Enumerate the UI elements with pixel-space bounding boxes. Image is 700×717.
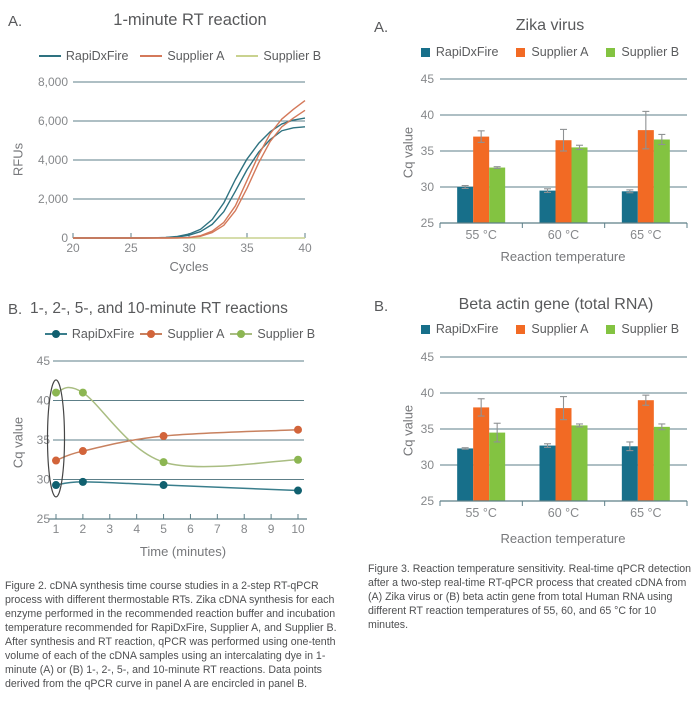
fig3a-y-axis-label: Cq value bbox=[400, 126, 416, 179]
svg-text:4: 4 bbox=[133, 522, 141, 536]
square-swatch-rapidxfire bbox=[421, 48, 430, 57]
svg-text:30: 30 bbox=[182, 241, 196, 255]
svg-text:6: 6 bbox=[187, 522, 194, 536]
dot-icon bbox=[237, 330, 245, 338]
legend-item bbox=[421, 322, 499, 336]
legend-label: Supplier B bbox=[257, 327, 316, 341]
time-course-chart bbox=[0, 346, 350, 541]
svg-text:6,000: 6,000 bbox=[37, 114, 68, 128]
legend-item bbox=[516, 322, 588, 336]
svg-text:3: 3 bbox=[106, 522, 114, 536]
fig3b-x-axis-label: Reaction temperature bbox=[500, 531, 626, 546]
svg-text:0: 0 bbox=[61, 231, 68, 245]
svg-text:40: 40 bbox=[420, 108, 434, 122]
legend-item bbox=[421, 45, 499, 59]
svg-text:45: 45 bbox=[36, 354, 50, 368]
fig2a-y-axis-label: RFUs bbox=[10, 142, 26, 177]
square-swatch-supplier-b bbox=[606, 48, 615, 57]
figure2-caption: Figure 2. cDNA synthesis time course studies in a 2-step RT-qPCR process with different thermostable RTs. Zika cDNA synthesis for each enzyme performed in the recommended reaction buffer and incubation temperature recommended for RapiDxFire, Supplier A, and Supplier B. After synthesis and RT reaction, qPCR was performed using one-tenth volume of each of the cDNA samples using an intercalating dye in 1-minute (A) or (B) 1-, 2-, 5-, and 10-minute RT reactions. Data points derived from the qPCR curve in panel A are encircled in panel B. bbox=[5, 580, 337, 690]
dot-icon bbox=[52, 330, 60, 338]
legend-label: Supplier A bbox=[167, 49, 225, 63]
legend-item bbox=[606, 322, 679, 336]
square-swatch-supplier-a bbox=[516, 325, 525, 334]
fig2b-x-axis-label: Time (minutes) bbox=[139, 544, 227, 559]
legend-label: Supplier A bbox=[531, 322, 589, 336]
legend-item bbox=[516, 45, 588, 59]
line-swatch-rapidxfire bbox=[39, 55, 61, 57]
svg-text:2,000: 2,000 bbox=[37, 192, 68, 206]
fig2a-legend bbox=[20, 49, 340, 63]
svg-text:35: 35 bbox=[420, 422, 434, 436]
svg-text:45: 45 bbox=[420, 72, 434, 86]
legend-label: Supplier A bbox=[167, 327, 225, 341]
square-swatch-supplier-a bbox=[516, 48, 525, 57]
fig3b-panel-letter: B. bbox=[374, 298, 389, 315]
svg-text:2: 2 bbox=[79, 522, 87, 536]
legend-label: Supplier A bbox=[531, 45, 589, 59]
legend-label: RapiDxFire bbox=[435, 45, 499, 59]
fig3b-y-axis-label: Cq value bbox=[400, 404, 416, 457]
legend-label: RapiDxFire bbox=[435, 322, 499, 336]
legend-item bbox=[45, 327, 135, 341]
svg-text:30: 30 bbox=[420, 458, 434, 472]
fig3a-x-axis-label: Reaction temperature bbox=[500, 249, 626, 264]
svg-text:60 °C: 60 °C bbox=[547, 228, 580, 242]
line-dot-swatch-supplier-b bbox=[230, 333, 252, 335]
svg-text:65 °C: 65 °C bbox=[630, 228, 662, 242]
amplification-chart bbox=[0, 66, 350, 261]
figure3-caption: Figure 3. Reaction temperature sensitivity. Real-time qPCR detection after a two-step real-time RT-qPCR process that created cDNA from (A) Zika virus or (B) beta actin gene from total Human RNA using different RT reaction temperatures of 55, 60, and 65 °C for 10 minutes. bbox=[368, 563, 692, 631]
svg-text:35: 35 bbox=[240, 241, 254, 255]
fig3b-legend bbox=[405, 322, 695, 336]
svg-text:25: 25 bbox=[36, 512, 50, 526]
svg-text:60 °C: 60 °C bbox=[547, 506, 580, 520]
svg-text:35: 35 bbox=[420, 144, 434, 158]
svg-text:55 °C: 55 °C bbox=[465, 228, 497, 242]
legend-item bbox=[140, 49, 224, 63]
fig2b-y-axis-label: Cq value bbox=[10, 416, 26, 469]
line-swatch-supplier-b bbox=[236, 55, 258, 57]
svg-text:65 °C: 65 °C bbox=[630, 506, 662, 520]
svg-text:45: 45 bbox=[420, 350, 434, 364]
beta-actin-bar-chart bbox=[350, 336, 700, 526]
legend-label: Supplier B bbox=[621, 322, 680, 336]
legend-item bbox=[39, 49, 129, 63]
svg-text:25: 25 bbox=[420, 216, 434, 230]
legend-label: Supplier B bbox=[263, 49, 322, 63]
svg-text:4,000: 4,000 bbox=[37, 153, 68, 167]
fig3a-panel-letter: A. bbox=[374, 19, 389, 36]
svg-text:40: 40 bbox=[420, 386, 434, 400]
svg-text:25: 25 bbox=[124, 241, 138, 255]
svg-text:5: 5 bbox=[160, 522, 167, 536]
square-swatch-supplier-b bbox=[606, 325, 615, 334]
svg-text:25: 25 bbox=[420, 494, 434, 508]
fig3a-legend bbox=[405, 45, 695, 59]
fig2a-title: 1-minute RT reaction bbox=[113, 11, 267, 29]
fig3b-title: Beta actin gene (total RNA) bbox=[458, 296, 654, 313]
fig3a-title: Zika virus bbox=[515, 17, 585, 34]
svg-text:9: 9 bbox=[267, 522, 275, 536]
legend-label: RapiDxFire bbox=[65, 49, 129, 63]
fig2a-x-axis-label: Cycles bbox=[169, 259, 209, 274]
legend-label: Supplier B bbox=[621, 45, 680, 59]
fig2b-title: 1-, 2-, 5-, and 10-minute RT reactions bbox=[30, 300, 288, 317]
zika-bar-chart bbox=[350, 58, 700, 248]
svg-text:7: 7 bbox=[213, 522, 221, 536]
dot-icon bbox=[147, 330, 155, 338]
legend-item bbox=[140, 327, 224, 341]
svg-text:35: 35 bbox=[36, 433, 50, 447]
svg-text:8,000: 8,000 bbox=[37, 75, 68, 89]
svg-text:30: 30 bbox=[36, 472, 50, 487]
svg-text:8: 8 bbox=[240, 522, 248, 536]
legend-item bbox=[230, 327, 315, 341]
line-dot-swatch-rapidxfire bbox=[45, 333, 67, 335]
line-swatch-supplier-a bbox=[140, 55, 162, 57]
svg-text:1: 1 bbox=[52, 522, 60, 536]
legend-item bbox=[606, 45, 679, 59]
fig2b-panel-letter: B. bbox=[8, 301, 23, 318]
legend-item bbox=[236, 49, 321, 63]
legend-label: RapiDxFire bbox=[71, 327, 135, 341]
svg-text:30: 30 bbox=[420, 180, 434, 194]
square-swatch-rapidxfire bbox=[421, 325, 430, 334]
svg-text:40: 40 bbox=[298, 241, 312, 255]
svg-text:20: 20 bbox=[66, 241, 80, 255]
fig2b-legend bbox=[20, 327, 340, 341]
line-dot-swatch-supplier-a bbox=[140, 333, 162, 335]
svg-text:10: 10 bbox=[291, 522, 305, 536]
fig2a-panel-letter: A. bbox=[8, 13, 23, 30]
svg-text:40: 40 bbox=[36, 393, 50, 408]
svg-text:55 °C: 55 °C bbox=[465, 506, 497, 520]
